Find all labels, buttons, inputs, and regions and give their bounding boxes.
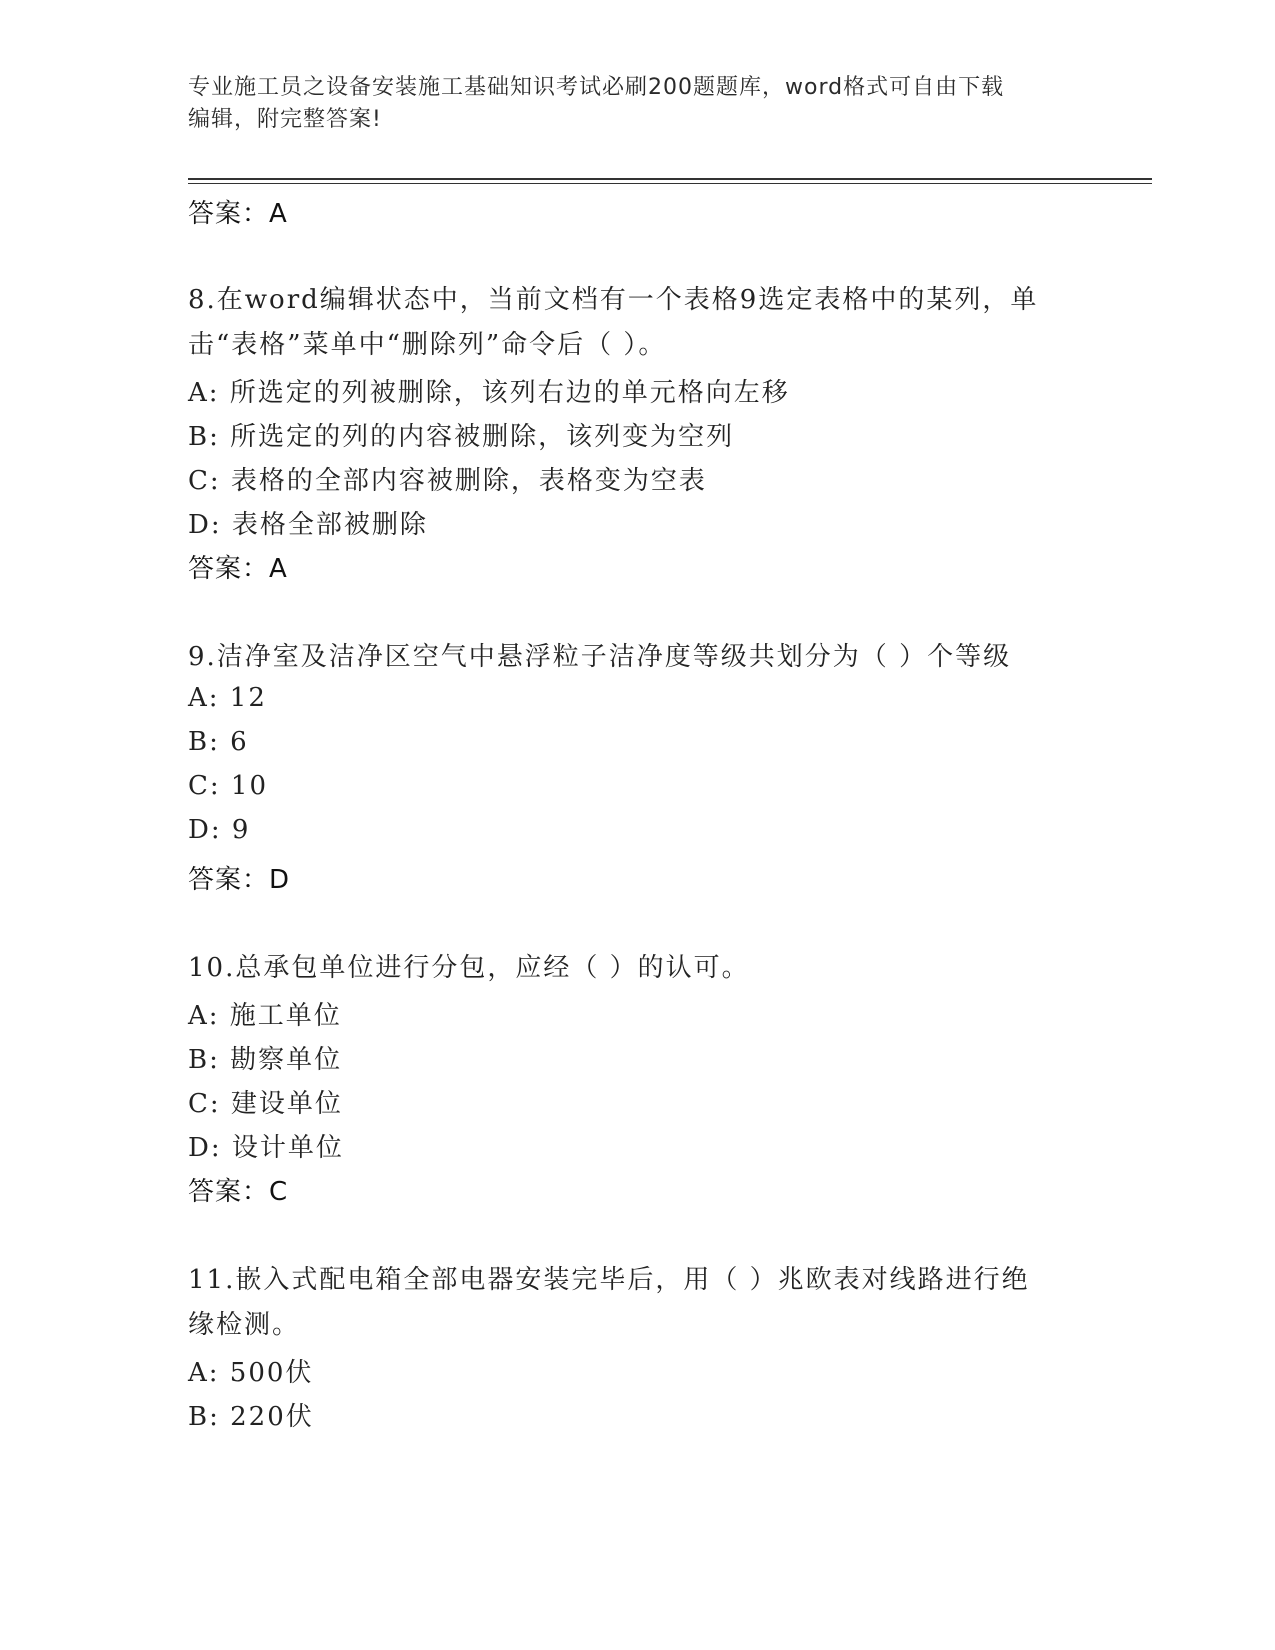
question-stem-line: 9.洁净室及洁净区空气中悬浮粒子洁净度等级共划分为（ ）个等级 (188, 642, 1012, 672)
question-9-answer: 答案：D (188, 865, 291, 895)
answer-previous: 答案：A (188, 199, 288, 229)
header-line-2: 编辑，附完整答案! (188, 107, 382, 132)
question-8-option-c: C: 表格的全部内容被删除，表格变为空表 (188, 466, 707, 496)
question-10-option-a: A: 施工单位 (188, 1001, 342, 1031)
question-8-option-b: B: 所选定的列的内容被删除，该列变为空列 (188, 422, 735, 452)
question-9-option-a: A: 12 (188, 683, 267, 713)
question-8-answer: 答案：A (188, 554, 288, 584)
header-divider (188, 178, 1152, 180)
question-9-option-b: B: 6 (188, 727, 249, 757)
question-stem-line: 8.在word编辑状态中，当前文档有一个表格9选定表格中的某列，单 (188, 285, 1039, 315)
document-header (188, 72, 1088, 136)
question-8-stem (188, 278, 1088, 368)
question-9-option-c: C: 10 (188, 771, 269, 801)
question-stem-line: 击“表格”菜单中“删除列”命令后（ ）。 (188, 330, 667, 360)
question-9-stem (188, 635, 1088, 680)
question-10-stem (188, 946, 1088, 991)
question-stem-line: 10.总承包单位进行分包，应经（ ）的认可。 (188, 953, 750, 983)
question-stem-line: 11.嵌入式配电箱全部电器安装完毕后，用（ ）兆欧表对线路进行绝 (188, 1265, 1030, 1295)
question-8-option-a: A: 所选定的列被删除，该列右边的单元格向左移 (188, 378, 790, 408)
header-line-1: 专业施工员之设备安装施工基础知识考试必刷200题题库，word格式可自由下载 (188, 75, 1005, 100)
question-11-stem (188, 1258, 1088, 1348)
question-8-option-d: D: 表格全部被删除 (188, 510, 428, 540)
question-9-option-d: D: 9 (188, 815, 251, 845)
question-stem-line: 缘检测。 (188, 1310, 301, 1340)
question-11-option-b: B: 220伏 (188, 1402, 314, 1432)
question-10-option-c: C: 建设单位 (188, 1089, 343, 1119)
question-10-option-b: B: 勘察单位 (188, 1045, 343, 1075)
header-divider-thin (188, 183, 1152, 184)
question-10-answer: 答案：C (188, 1177, 289, 1207)
question-10-option-d: D: 设计单位 (188, 1133, 344, 1163)
question-11-option-a: A: 500伏 (188, 1358, 314, 1388)
